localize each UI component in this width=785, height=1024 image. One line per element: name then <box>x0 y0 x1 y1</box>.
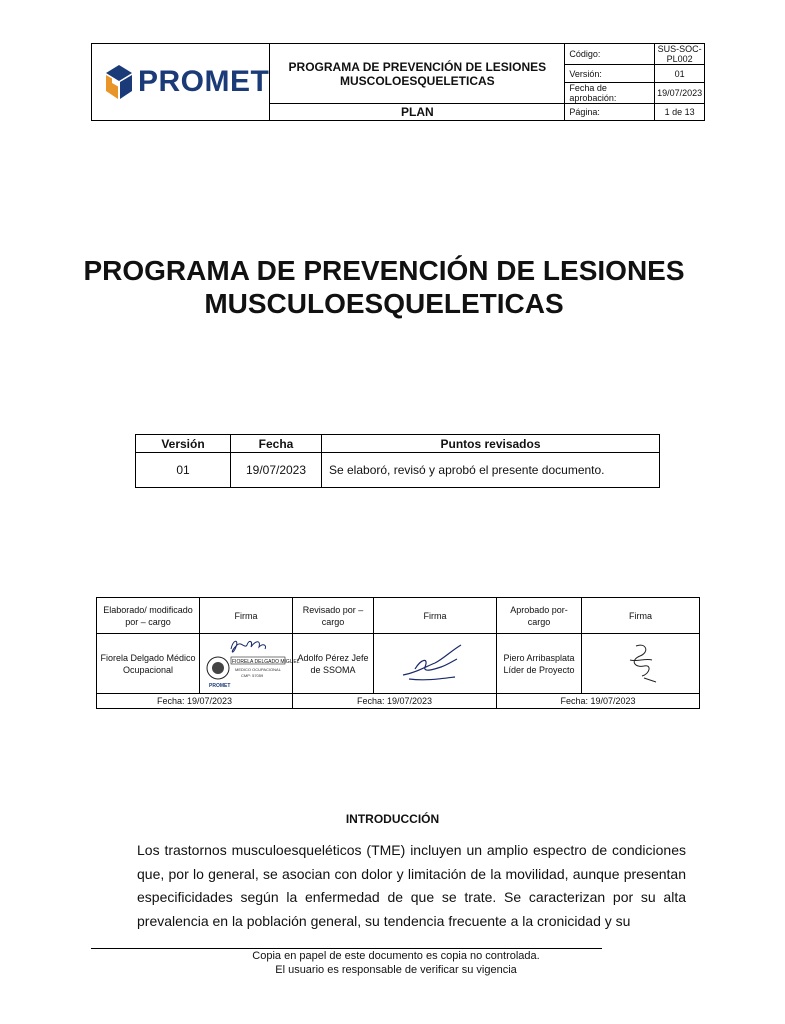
date-header: Fecha <box>231 435 322 453</box>
date-prepared: Fecha: 19/07/2023 <box>97 694 293 709</box>
date-reviewed: Fecha: 19/07/2023 <box>293 694 497 709</box>
meta-value-page: 1 de 13 <box>655 104 705 121</box>
signature-header-1: Firma <box>200 598 293 634</box>
approved-by-person: Piero Arribasplata Líder de Proyecto <box>497 634 582 694</box>
signature-table <box>96 597 700 709</box>
introduction-heading: INTRODUCCIÓN <box>345 812 440 826</box>
footer-line-2: El usuario es responsable de verificar su vigencia <box>275 964 517 976</box>
document-title: PROGRAMA DE PREVENCIÓN DE LESIONES MUSCULOESQUELETICAS <box>83 255 685 319</box>
plan-label: PLAN <box>270 104 565 121</box>
prepared-by-person: Fiorela Delgado Médico Ocupacional <box>97 634 200 694</box>
footer-divider <box>91 948 602 949</box>
footer-line-1: Copia en papel de este documento es copia no controlada. <box>252 950 540 962</box>
date-approved: Fecha: 19/07/2023 <box>497 694 700 709</box>
introduction-paragraph: Los trastornos musculoesqueléticos (TME) incluyen un amplio espectro de condiciones que, por lo general, se asocian con dolor y limitación de la movilidad, aunque presentan especificidades según la enfermedad de que se trate. Se caracterizan por su alta prevalencia en la población general, su tendencia frecuente a la cronicidad y su <box>137 842 686 929</box>
points-cell: Se elaboró, revisó y aprobó el presente documento. <box>322 453 660 488</box>
header-title: PROGRAMA DE PREVENCIÓN DE LESIONES MUSCOLOESQUELETICAS <box>270 44 565 104</box>
handwritten-signature-reviewer <box>395 639 475 685</box>
signature-approver-cell <box>582 634 700 694</box>
version-cell: 01 <box>136 453 231 488</box>
version-header: Versión <box>136 435 231 453</box>
signature-reviewer-cell <box>374 634 497 694</box>
meta-label-approval-date: Fecha de aprobación: <box>565 83 655 104</box>
logo-text: PROMET <box>138 65 270 98</box>
reviewed-by-header: Revisado por – cargo <box>293 598 374 634</box>
reviewed-by-person: Adolfo Pérez Jefe de SSOMA <box>293 634 374 694</box>
document-header <box>91 43 705 121</box>
table-row <box>136 453 660 488</box>
handwritten-signature-approver <box>616 638 666 686</box>
signature-header-3: Firma <box>582 598 700 634</box>
meta-label-page: Página: <box>565 104 655 121</box>
approved-by-header: Aprobado por- cargo <box>497 598 582 634</box>
stamp-logo-text: PROMET <box>209 683 231 689</box>
meta-value-code: SUS-SOC-PL002 <box>655 44 705 65</box>
meta-value-approval-date: 19/07/2023 <box>655 83 705 104</box>
meta-label-code: Código: <box>565 44 655 65</box>
signature-stamp-cell <box>200 634 300 694</box>
signature-stamp-image <box>203 635 300 689</box>
logo-cell <box>92 44 270 121</box>
meta-label-version: Versión: <box>565 65 655 83</box>
version-table <box>135 434 660 488</box>
date-cell: 19/07/2023 <box>231 453 322 488</box>
signature-header-2: Firma <box>374 598 497 634</box>
points-header: Puntos revisados <box>322 435 660 453</box>
prepared-by-header: Elaborado/ modificado por – cargo <box>97 598 200 634</box>
stamp-cmp: CMP: 57059 <box>241 673 264 678</box>
stamp-name: FIORELA DELGADO MIGUEL <box>232 659 300 665</box>
promet-logo-icon <box>106 65 132 99</box>
meta-value-version: 01 <box>655 65 705 83</box>
stamp-role: MEDICO OCUPACIONAL <box>235 667 281 672</box>
promet-logo <box>92 65 269 99</box>
